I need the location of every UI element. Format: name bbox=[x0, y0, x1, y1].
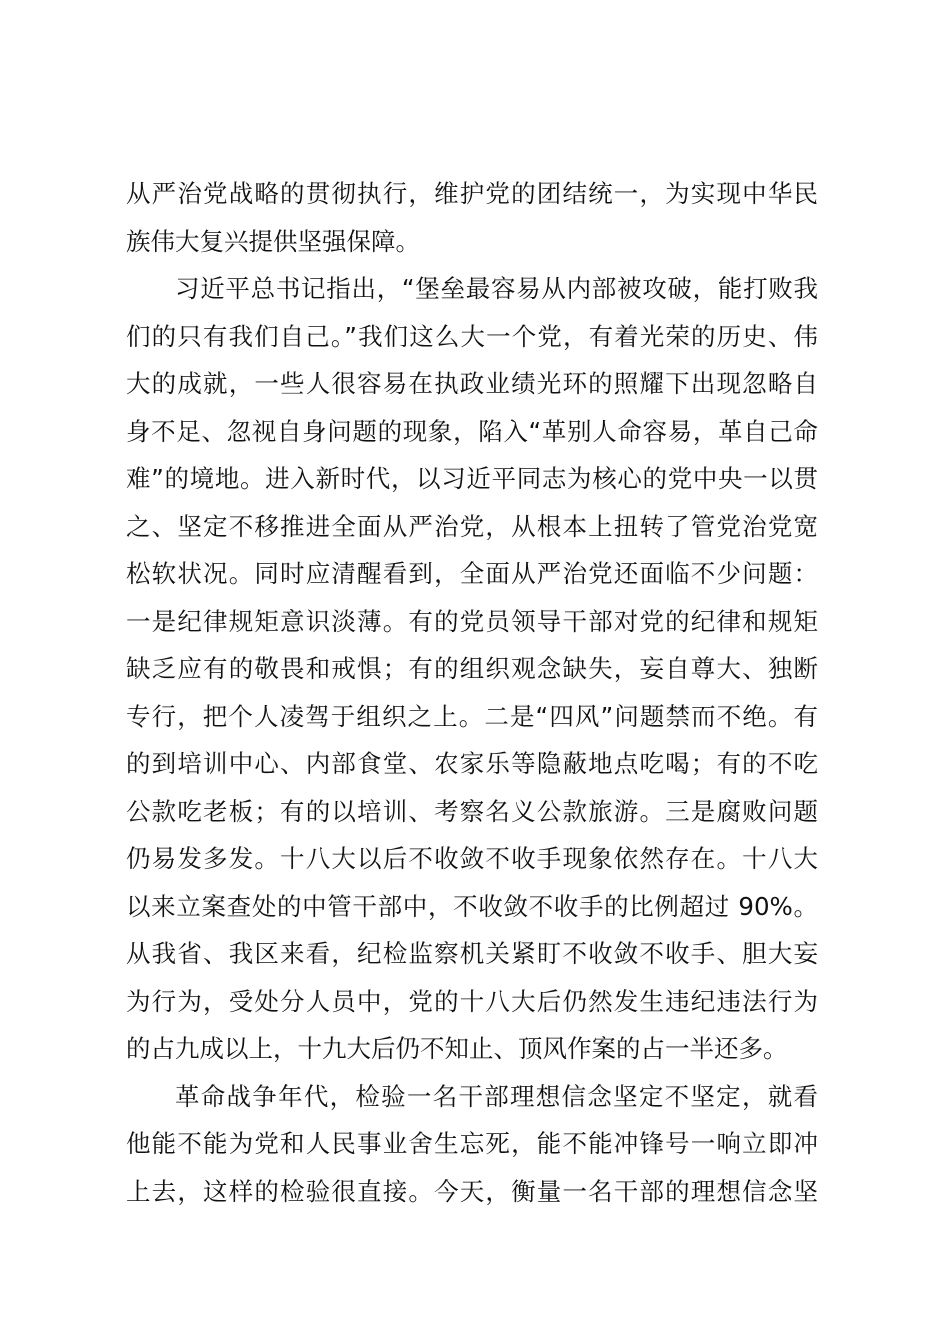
text-line: 的到培训中心、内部食堂、农家乐等隐蔽地点吃喝；有的不吃 bbox=[126, 749, 818, 778]
text-line: 专行，把个人凌驾于组织之上。二是“四风”问题禁而不绝。有 bbox=[126, 701, 818, 731]
text-line: 族伟大复兴提供坚强保障。 bbox=[126, 226, 420, 256]
text-line: 的占九成以上，十九大后仍不知止、顶风作案的占一半还多。 bbox=[126, 1034, 788, 1063]
text-line: 习近平总书记指出，“堡垒最容易从内部被攻破，能打败我 bbox=[175, 274, 818, 303]
text-line: 难”的境地。进入新时代，以习近平同志为核心的党中央一以贯 bbox=[126, 464, 818, 493]
text-line: 为行为，受处分人员中，党的十八大后仍然发生违纪违法行为 bbox=[126, 986, 818, 1016]
text-line: 大的成就，一些人很容易在执政业绩光环的照耀下出现忽略自 bbox=[126, 369, 818, 398]
text-line: 们的只有我们自己。”我们这么大一个党，有着光荣的历史、伟 bbox=[126, 321, 818, 351]
body-text bbox=[126, 170, 818, 1215]
text-line: 松软状况。同时应清醒看到，全面从严治党还面临不少问题： bbox=[126, 559, 818, 588]
text-line: 上去，这样的检验很直接。今天，衡量一名干部的理想信念坚 bbox=[126, 1176, 818, 1206]
text-line: 从我省、我区来看，纪检监察机关紧盯不收敛不收手、胆大妄 bbox=[126, 939, 818, 968]
text-line: 缺乏应有的敬畏和戒惧；有的组织观念缺失，妄自尊大、独断 bbox=[126, 654, 818, 683]
text-line: 身不足、忽视自身问题的现象，陷入“革别人命容易，革自己命 bbox=[126, 416, 818, 446]
text-line: 仍易发多发。十八大以后不收敛不收手现象依然存在。十八大 bbox=[126, 844, 818, 873]
text-line: 之、坚定不移推进全面从严治党，从根本上扭转了管党治党宽 bbox=[126, 511, 818, 541]
text-line: 他能不能为党和人民事业舍生忘死，能不能冲锋号一响立即冲 bbox=[126, 1129, 818, 1158]
text-line: 公款吃老板；有的以培训、考察名义公款旅游。三是腐败问题 bbox=[126, 796, 818, 826]
text-line: 革命战争年代，检验一名干部理想信念坚定不坚定，就看 bbox=[175, 1081, 818, 1111]
text-line: 以来立案查处的中管干部中，不收敛不收手的比例超过 90%。 bbox=[126, 891, 818, 921]
text-line: 一是纪律规矩意识淡薄。有的党员领导干部对党的纪律和规矩 bbox=[126, 606, 818, 636]
text-line: 从严治党战略的贯彻执行，维护党的团结统一，为实现中华民 bbox=[126, 179, 818, 208]
